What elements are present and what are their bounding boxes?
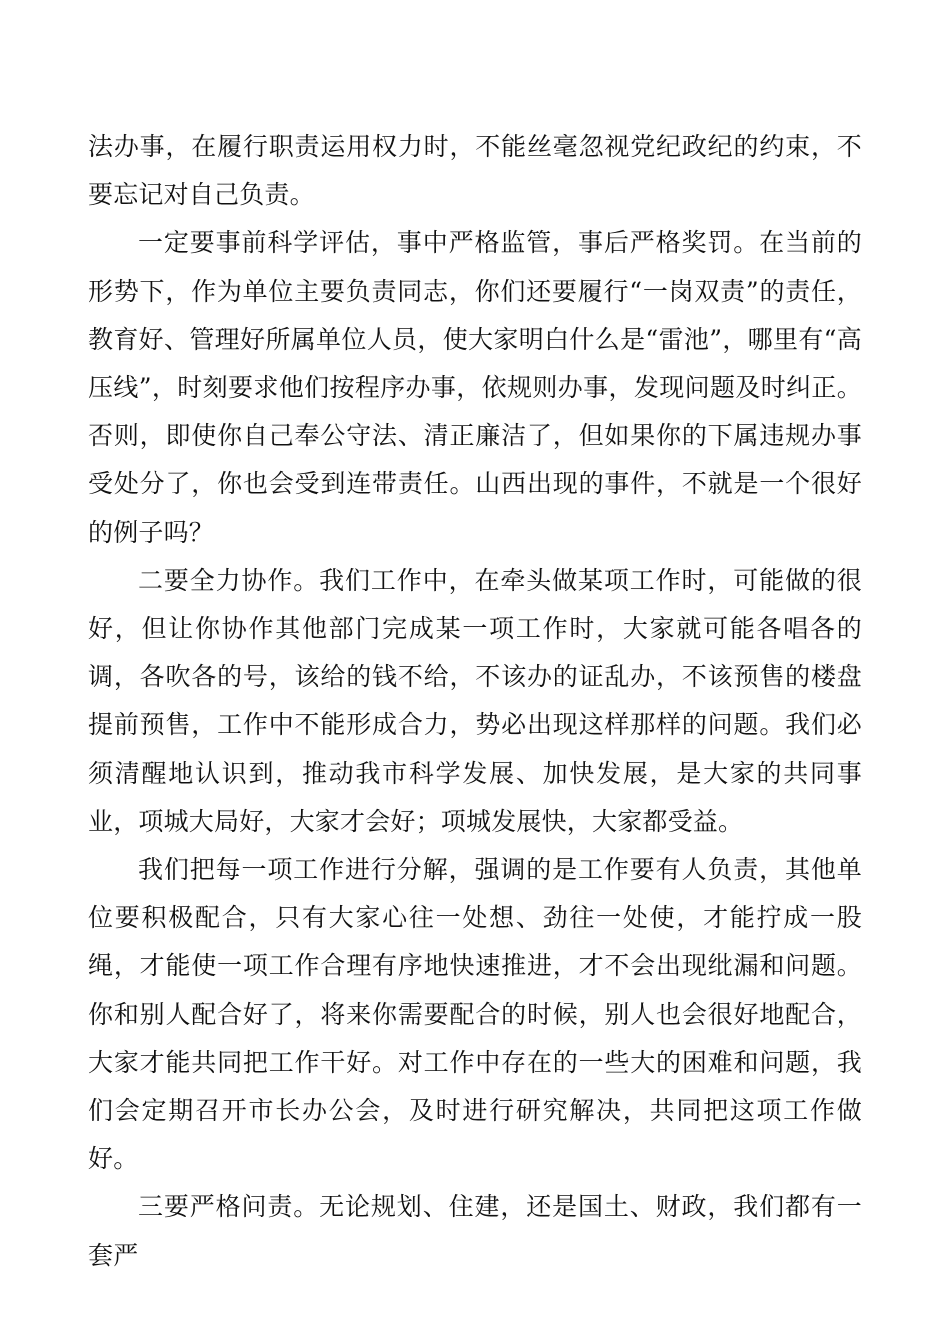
- paragraph-2: 一定要事前科学评估，事中严格监管，事后严格奖罚。在当前的形势下，作为单位主要负责同志，你们还要履行“一岗双责”的责任，教育好、管理好所属单位人员，使大家明白什么是“雷池”，哪里有“高压线”，时刻要求他们按程序办事，依规则办事，发现问题及时纠正。否则，即使你自己奉公守法、清正廉洁了，但如果你的下属违规办事受处分了，你也会受到连带责任。山西出现的事件，不就是一个很好的例子吗？: [88, 228, 862, 547]
- document-body: [88, 123, 862, 1280]
- paragraph-4: 我们把每一项工作进行分解，强调的是工作要有人负责，其他单位要积极配合，只有大家心往一处想、劲往一处使，才能拧成一股绳，才能使一项工作合理有序地快速推进，才不会出现纰漏和问题。你和别人配合好了，将来你需要配合的时候，别人也会很好地配合，大家才能共同把工作干好。对工作中存在的一些大的困难和问题，我们会定期召开市长办公会，及时进行研究解决，共同把这项工作做好。: [88, 855, 862, 1174]
- paragraph-1: 法办事，在履行职责运用权力时，不能丝毫忽视党纪政纪的约束，不要忘记对自己负责。: [88, 132, 862, 210]
- paragraph-3: 二要全力协作。我们工作中，在牵头做某项工作时，可能做的很好，但让你协作其他部门完成某一项工作时，大家就可能各唱各的调，各吹各的号，该给的钱不给，不该办的证乱办，不该预售的楼盘提前预售，工作中不能形成合力，势必出现这样那样的问题。我们必须清醒地认识到，推动我市科学发展、加快发展，是大家的共同事业，项城大局好，大家才会好；项城发展快，大家都受益。: [88, 565, 862, 836]
- paragraph-5: 三要严格问责。无论规划、住建，还是国土、财政，我们都有一套严: [88, 1192, 862, 1270]
